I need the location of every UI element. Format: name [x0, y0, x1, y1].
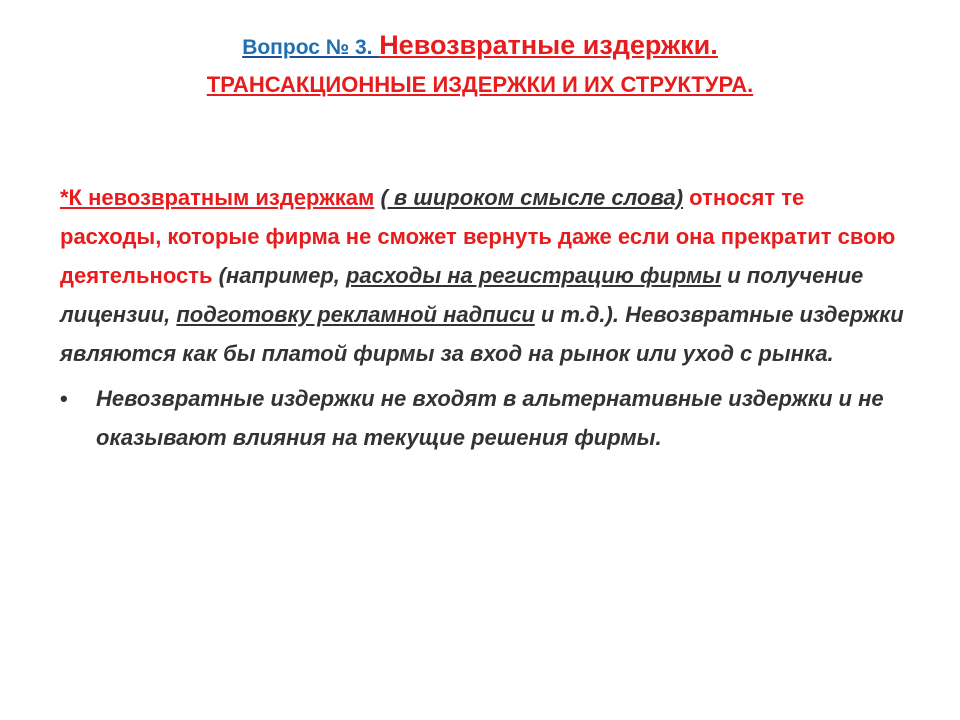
- paragraph-example-open: (например,: [212, 263, 346, 288]
- paragraph-parenthetical: ( в широком смысле слова): [380, 185, 684, 210]
- title-line-1: [0, 26, 960, 67]
- bullet-icon: •: [60, 386, 68, 411]
- main-paragraph: [60, 178, 910, 373]
- question-number-label: Вопрос № 3.: [242, 36, 373, 59]
- title-main: Невозвратные издержки.: [379, 30, 718, 60]
- paragraph-example-close: и т.д.). Невозвратные издержки являются как бы платой фирмы за вход на рынок или уход с рынка.: [60, 302, 904, 366]
- bullet-item: [60, 379, 910, 457]
- slide-title: [0, 26, 960, 103]
- title-subtitle: ТРАНСАКЦИОННЫЕ ИЗДЕРЖКИ И ИХ СТРУКТУРА.: [206, 72, 754, 97]
- bullet-text: Невозвратные издержки не входят в альтернативные издержки и не оказывают влияния на текущие решения фирмы.: [96, 386, 884, 450]
- paragraph-definition: относят те расходы, которые фирма не сможет вернуть даже если она прекратит свою деятельность: [60, 185, 896, 288]
- paragraph-lead: *К невозвратным издержкам: [60, 185, 375, 210]
- slide-body: [60, 178, 910, 457]
- paragraph-example-registration: расходы на регистрацию фирмы: [345, 263, 722, 288]
- paragraph-example-advertising: подготовку рекламной надписи: [176, 302, 535, 327]
- paragraph-example-mid: и получение лицензии,: [60, 263, 864, 327]
